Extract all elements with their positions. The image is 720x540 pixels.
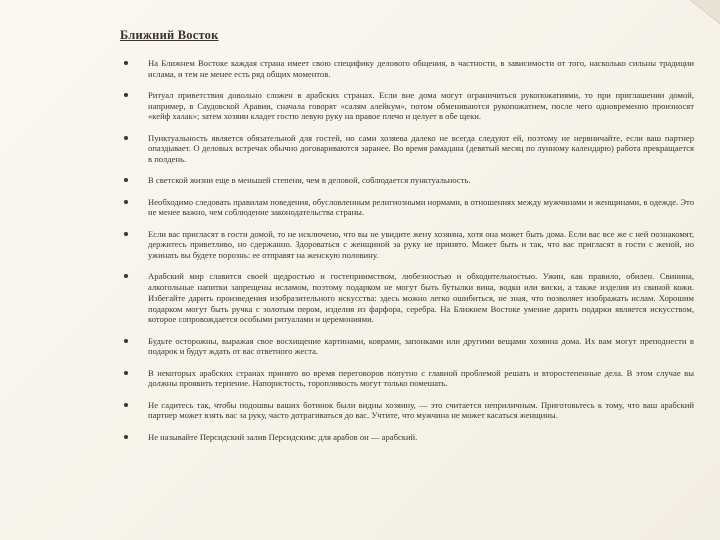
list-item-text: Ритуал приветствия довольно сложен в арабских странах. Если вне дома могут ограничиться рукопожатиями, то при приглашении домой, например, в Саудовской Аравии, сначала говорят «салям алейкум», потом обмениваются рукопожатием, после чего одновременно произносят «кейф халак»; затем хозяин кладет гостю левую руку на правое плечо и целует в обе щеки. (148, 90, 694, 122)
bullet-icon (124, 403, 128, 407)
list-item-text: Если вас пригласят в гости домой, то не исключено, что вы не увидите жену хозяина, хотя она может быть дома. Если вас все же с ней познакомят, держитесь приветливо, но сдержанно. Здороваться с женщиной за руку не принято. Может быть и так, что вас пригласят в гости с женой, но ужинать вы будете порознь: ее отправят на женскую половину. (148, 228, 694, 261)
list-item (122, 229, 694, 261)
list-item (122, 197, 694, 218)
list-item (122, 90, 694, 122)
list-item (122, 432, 694, 443)
list-item (122, 400, 694, 421)
list-item-text: Будьте осторожны, выражая свое восхищение картинами, коврами, запонками или другими вещами хозяина дома. Их вам могут преподнести в подарок и будут ждать от вас ответного жеста. (148, 335, 694, 357)
bullet-icon (124, 200, 128, 204)
bullet-icon (124, 178, 128, 182)
list-item (122, 336, 694, 357)
bullet-icon (124, 435, 128, 439)
page-corner-decoration (680, 0, 720, 28)
list-item-text: На Ближнем Востоке каждая страна имеет свою специфику делового общения, в частности, в зависимости от того, насколько сильны традиции ислама, и тем не менее есть ряд общих моментов. (148, 58, 694, 79)
list-item-text: Не называйте Персидский залив Персидским: для арабов он — арабский. (148, 431, 418, 442)
list-item-text: Необходимо следовать правилам поведения, обусловленным религиозными нормами, в отношениях между мужчинами и женщинами, в одежде. Это не менее важно, чем соблюдение законодательства страны. (148, 196, 694, 218)
list-item-text: В некоторых арабских странах принято во время переговоров попутно с главной проблемой решать и второстепенные дела. В этом случае вы должны проявить терпение. Напористость, торопливость могут только помешать. (148, 367, 694, 389)
list-item-text: Не садитесь так, чтобы подошвы ваших ботинок были видны хозяину, — это считается неприличным. Приготовьтесь к тому, что ваш арабский партнер может взять вас за руку, часто дотрагиваться до вас. Учтите, что мужчина не может касаться женщины. (148, 399, 694, 421)
bullet-icon (124, 93, 128, 97)
page-title: Ближний Восток (120, 28, 219, 42)
bullet-icon (124, 136, 128, 140)
list-item (122, 271, 694, 325)
list-item-text: Арабский мир славится своей щедростью и гостеприимством, любезностью и обходительностью. Ужин, как правило, обилен. Свинина, алкогольные напитки запрещены исламом, поэтому подарком не могут быть бутылки вина, водки или виски, а также изделия из свиной кожи. Избегайте дарить произведения изобразительного искусства: здесь можно легко ошибиться, не зная, что позволяет изображать ислам. Хорошим подарком могут быть ручка с золотым пером, изделия из фарфора, серебра. На Ближнем Востоке умение дарить подарки является искусством, которое сопровождается особыми ритуалами и церемониями. (148, 271, 694, 325)
list-item-text: В светской жизни еще в меньшей степени, чем в деловой, соблюдается пунктуальность. (148, 175, 471, 186)
list-item (122, 175, 694, 186)
bullet-icon (124, 371, 128, 375)
bullet-icon (124, 61, 128, 65)
list-item (122, 58, 694, 79)
bullet-list (122, 58, 694, 453)
bullet-icon (124, 232, 128, 236)
list-item (122, 368, 694, 389)
bullet-icon (124, 339, 128, 343)
bullet-icon (124, 274, 128, 278)
list-item-text: Пунктуальность является обязательной для гостей, но сами хозяева далеко не всегда следуют ей, поэтому не нервничайте, если ваш партнер опаздывает. О деловых встречах обычно договариваются заранее. Во время рамадана (девятый месяц по лунному календарю) работа прекращается в полдень. (148, 132, 694, 165)
list-item (122, 133, 694, 165)
